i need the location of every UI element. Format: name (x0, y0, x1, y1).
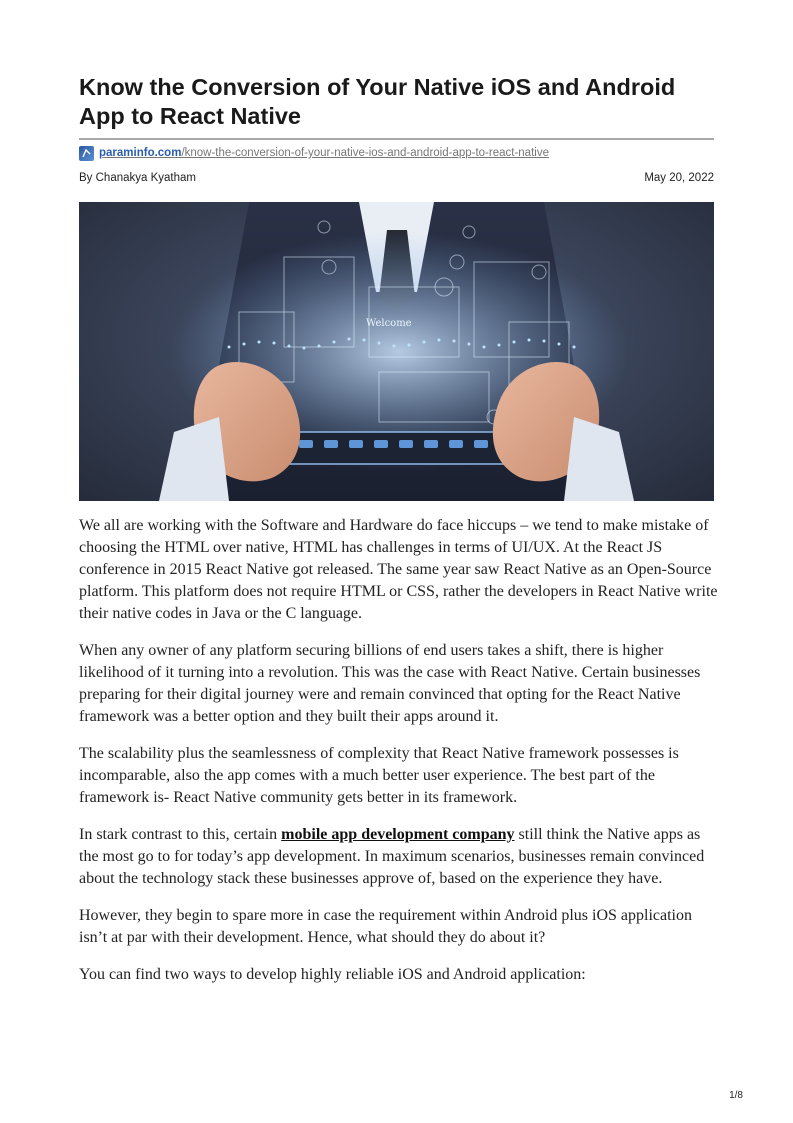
title-divider (79, 138, 714, 140)
source-url-link[interactable] (99, 147, 549, 159)
paragraph-4-before: In stark contrast to this, certain (79, 826, 282, 843)
byline-row (79, 172, 714, 184)
paragraph-6: You can find two ways to develop highly reliable iOS and Android application: (79, 966, 586, 983)
publish-date: May 20, 2022 (644, 172, 714, 184)
page-number: 1/8 (729, 1090, 743, 1101)
paragraph-4 (79, 824, 719, 890)
source-link-row[interactable] (79, 145, 549, 161)
paragraph-1: We all are working with the Software and Hardware do face hiccups – we tend to make mistake of choosing the HTML over native, HTML has challenges in terms of UI/UX. At the React JS conference in 2015 React Native got released. The same year saw React Native as an Open-Source platform. This platform does not require HTML or CSS, rather the developers in React Native write their native codes in Java or the C language. (79, 517, 718, 622)
hero-image (79, 202, 714, 501)
mobile-app-development-link[interactable]: mobile app development company (281, 826, 515, 843)
paragraph-4-after: still think the Native apps as the most go to for today’s app development. In maximum scenarios, businesses remain convinced about the technology stack these businesses approve of, based on the experience they have. (79, 826, 705, 887)
paragraph-3: The scalability plus the seamlessness of complexity that React Native framework possesses is incomparable, also the app comes with a much better user experience. The best part of the framework is- React Native community gets better in its framework. (79, 745, 679, 806)
hologram-welcome-text: Welcome (366, 318, 412, 329)
author: By Chanakya Kyatham (79, 172, 196, 184)
article-body (79, 515, 719, 1001)
paragraph-2: When any owner of any platform securing billions of end users takes a shift, there is higher likelihood of it turning into a revolution. This was the case with React Native. Certain businesses preparing for their digital journey were and remain convinced that opting for the React Native framework was a better option and they built their apps around it. (79, 642, 701, 725)
source-domain: paraminfo.com (99, 147, 182, 159)
paragraph-5: However, they begin to spare more in case the requirement within Android plus iOS application isn’t at par with their development. Hence, what should they do about it? (79, 907, 692, 946)
source-path: /know-the-conversion-of-your-native-ios-and-android-app-to-react-native (181, 147, 549, 159)
hands-holding-tablet-hologram-image (79, 202, 714, 501)
article-title: Know the Conversion of Your Native iOS and Android App to React Native (79, 74, 676, 129)
site-favicon-icon (79, 146, 94, 161)
